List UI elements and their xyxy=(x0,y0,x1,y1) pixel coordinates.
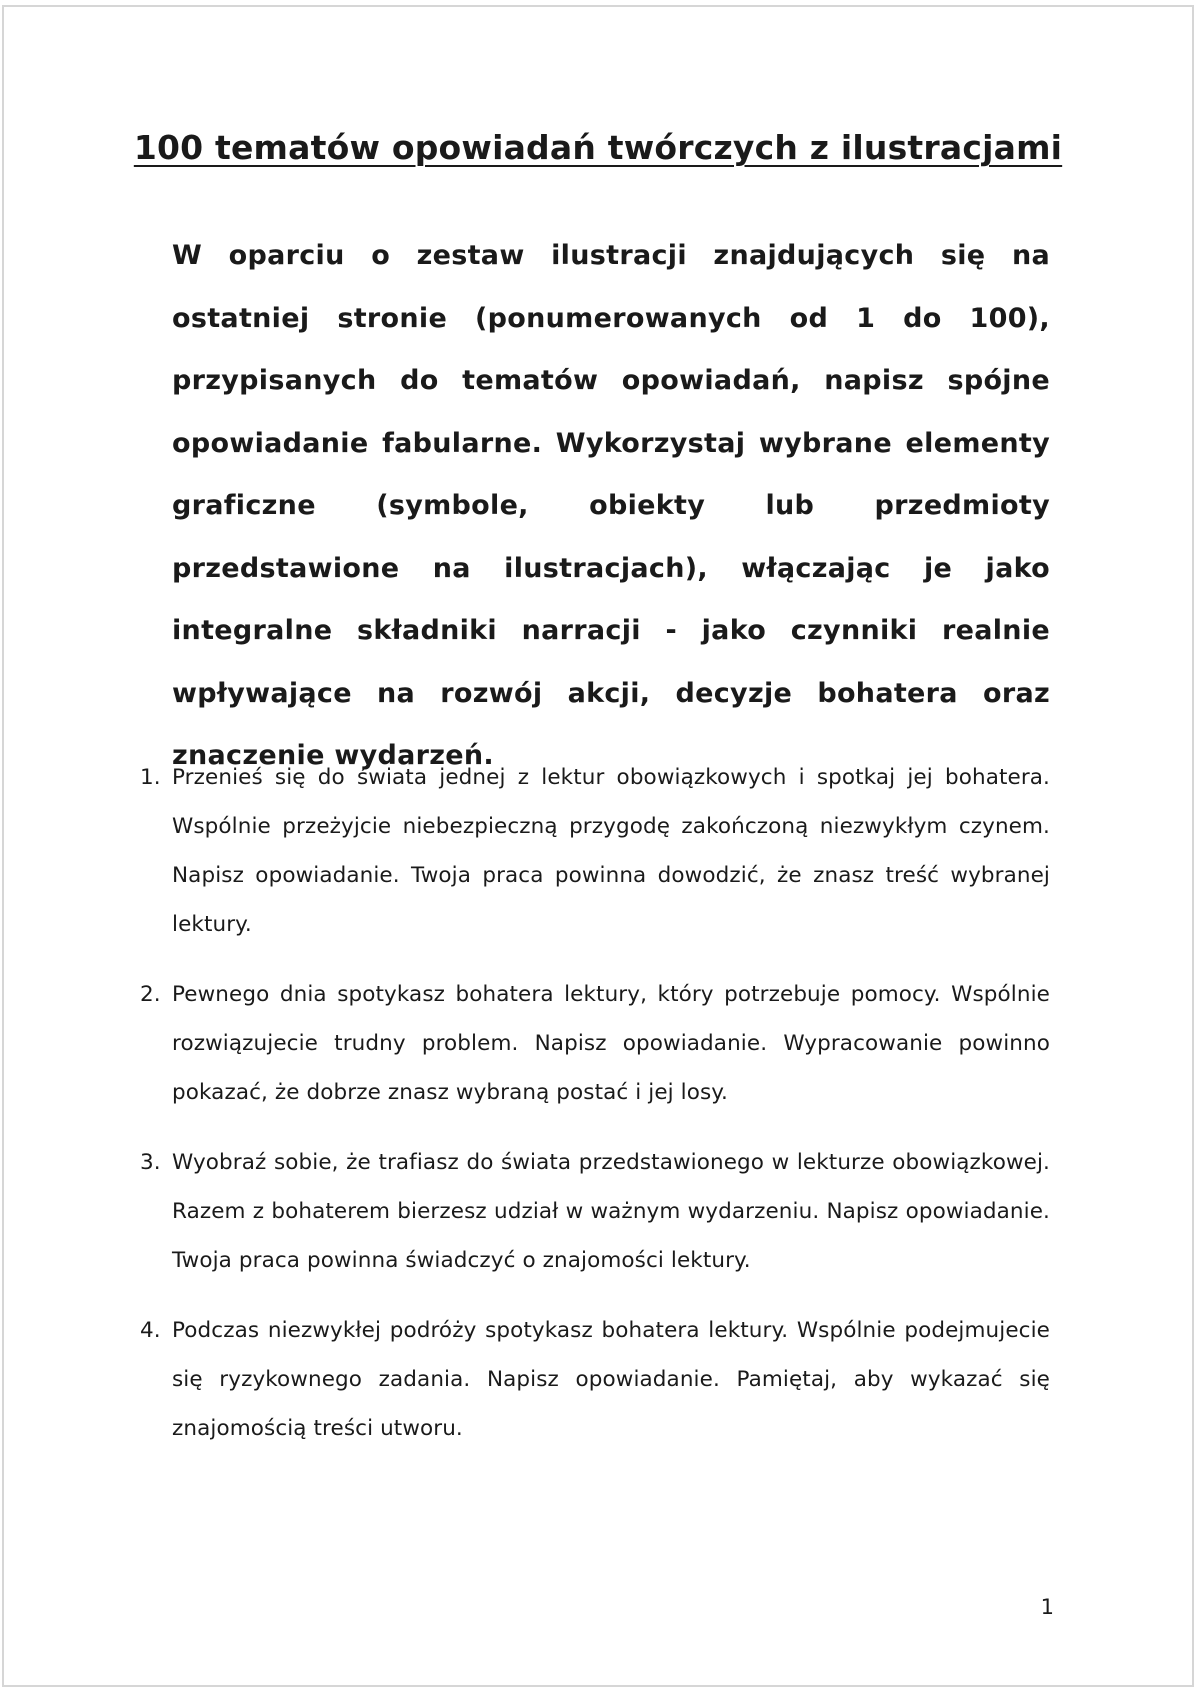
list-item xyxy=(130,1306,1050,1453)
list-item-text: Podczas niezwykłej podróży spotykasz bohatera lektury. Wspólnie podejmujecie się ryzykownego zadania. Napisz opowiadanie. Pamiętaj, aby wykazać się znajomością treści utworu. xyxy=(172,1318,1050,1441)
intro-paragraph: W oparciu o zestaw ilustracji znajdujących się na ostatniej stronie (ponumerowanych od 1 do 100), przypisanych do tematów opowiadań, napisz spójne opowiadanie fabularne. Wykorzystaj wybrane elementy graficzne (symbole, obiekty lub przedmioty przedstawione na ilustracjach), włączając je jako integralne składniki narracji - jako czynniki realnie wpływające na rozwój akcji, decyzje bohatera oraz znaczenie wydarzeń. xyxy=(172,240,1050,771)
list-item xyxy=(130,753,1050,949)
list-item-text: Przenieś się do świata jednej z lektur obowiązkowych i spotkaj jej bohatera. Wspólnie przeżyjcie niebezpieczną przygodę zakończoną niezwykłym czynem. Napisz opowiadanie. Twoja praca powinna dowodzić, że znasz treść wybranej lektury. xyxy=(172,765,1050,937)
list-item-text: Pewnego dnia spotykasz bohatera lektury, który potrzebuje pomocy. Wspólnie rozwiązujecie trudny problem. Napisz opowiadanie. Wypracowanie powinno pokazać, że dobrze znasz wybraną postać i jej losy. xyxy=(172,982,1050,1105)
list-item-number: 3. xyxy=(140,1150,161,1175)
list-item-number: 4. xyxy=(140,1318,161,1343)
page-title: 100 tematów opowiadań twórczych z ilustracjami xyxy=(133,128,1063,167)
topic-list xyxy=(130,753,1050,1474)
list-item xyxy=(130,970,1050,1117)
page-number: 1 xyxy=(1040,1595,1054,1619)
list-item-number: 1. xyxy=(140,765,161,790)
document-page xyxy=(2,5,1194,1687)
list-item xyxy=(130,1138,1050,1285)
list-item-number: 2. xyxy=(140,982,161,1007)
list-item-text: Wyobraź sobie, że trafiasz do świata przedstawionego w lekturze obowiązkowej. Razem z bohaterem bierzesz udział w ważnym wydarzeniu. Napisz opowiadanie. Twoja praca powinna świadczyć o znajomości lektury. xyxy=(172,1150,1050,1273)
